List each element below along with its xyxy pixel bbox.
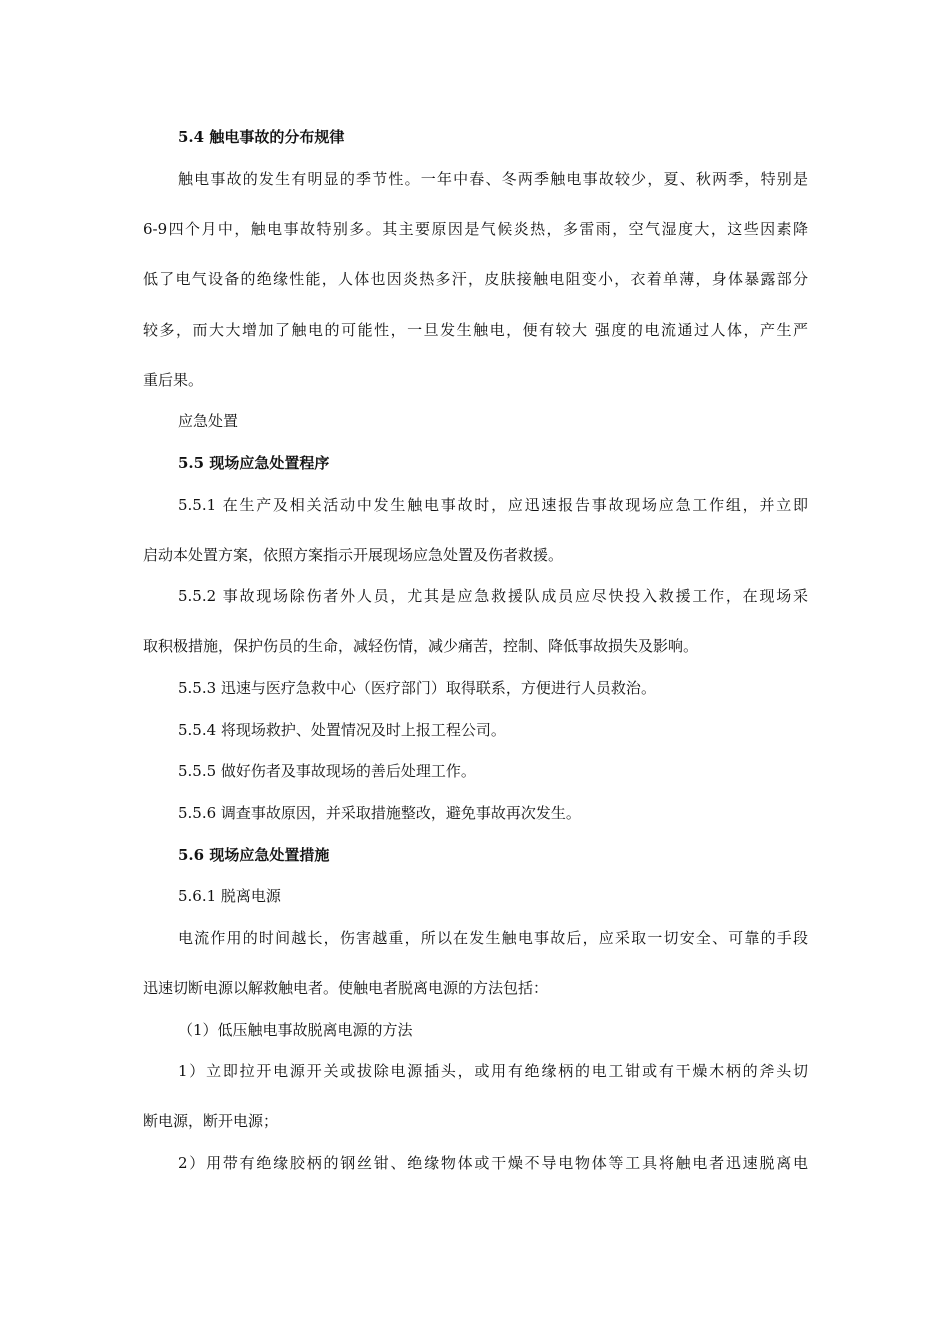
paragraph-line: 重后果。 xyxy=(143,371,204,389)
paragraph-line: 5.5.1 在生产及相关活动中发生触电事故时，应迅速报告事故现场应急工作组，并立即 xyxy=(178,496,808,514)
subsection-heading-5-6-1: 5.6.1 脱离电源 xyxy=(178,887,281,905)
list-heading: （1）低压触电事故脱离电源的方法 xyxy=(178,1021,413,1039)
section-heading-5-4: 5.4 触电事故的分布规律 xyxy=(178,128,345,146)
paragraph-line: 5.5.6 调查事故原因，并采取措施整改，避免事故再次发生。 xyxy=(178,804,581,822)
paragraph-line: 5.5.3 迅速与医疗急救中心（医疗部门）取得联系，方便进行人员救治。 xyxy=(178,679,656,697)
section-heading-5-6: 5.6 现场应急处置措施 xyxy=(178,846,330,864)
paragraph-line: 低了电气设备的绝缘性能，人体也因炎热多汗，皮肤接触电阻变小，衣着单薄，身体暴露部分 xyxy=(143,270,808,288)
paragraph-line: 启动本处置方案，依照方案指示开展现场应急处置及伤者救援。 xyxy=(143,546,564,564)
paragraph-line: 电流作用的时间越长，伤害越重，所以在发生触电事故后，应采取一切安全、可靠的手段 xyxy=(178,929,808,947)
list-item-line: 2）用带有绝缘胶柄的钢丝钳、绝缘物体或干燥不导电物体等工具将触电者迅速脱离电 xyxy=(178,1154,808,1172)
list-item-line: 1）立即拉开电源开关或拔除电源插头，或用有绝缘柄的电工钳或有干燥木柄的斧头切 xyxy=(178,1062,808,1080)
paragraph-line: 6-9四个月中，触电事故特别多。其主要原因是气候炎热，多雷雨，空气湿度大，这些因素降 xyxy=(143,220,808,238)
paragraph-line: 5.5.5 做好伤者及事故现场的善后处理工作。 xyxy=(178,762,476,780)
paragraph-line: 5.5.2 事故现场除伤者外人员，尤其是应急救援队成员应尽快投入救援工作，在现场采 xyxy=(178,587,808,605)
paragraph-line: 较多，而大大增加了触电的可能性，一旦发生触电，便有较大 强度的电流通过人体，产生严 xyxy=(143,321,808,339)
section-heading-5-5: 5.5 现场应急处置程序 xyxy=(178,454,330,472)
list-item-line: 断电源，断开电源； xyxy=(143,1112,279,1130)
paragraph-line: 5.5.4 将现场救护、处置情况及时上报工程公司。 xyxy=(178,721,506,739)
emergency-label: 应急处置 xyxy=(178,412,239,430)
paragraph-line: 触电事故的发生有明显的季节性。一年中春、冬两季触电事故较少，夏、秋两季，特别是 xyxy=(178,170,808,188)
paragraph-line: 迅速切断电源以解救触电者。使触电者脱离电源的方法包括： xyxy=(143,979,549,997)
paragraph-line: 取积极措施，保护伤员的生命，减轻伤情，减少痛苦，控制、降低事故损失及影响。 xyxy=(143,637,699,655)
